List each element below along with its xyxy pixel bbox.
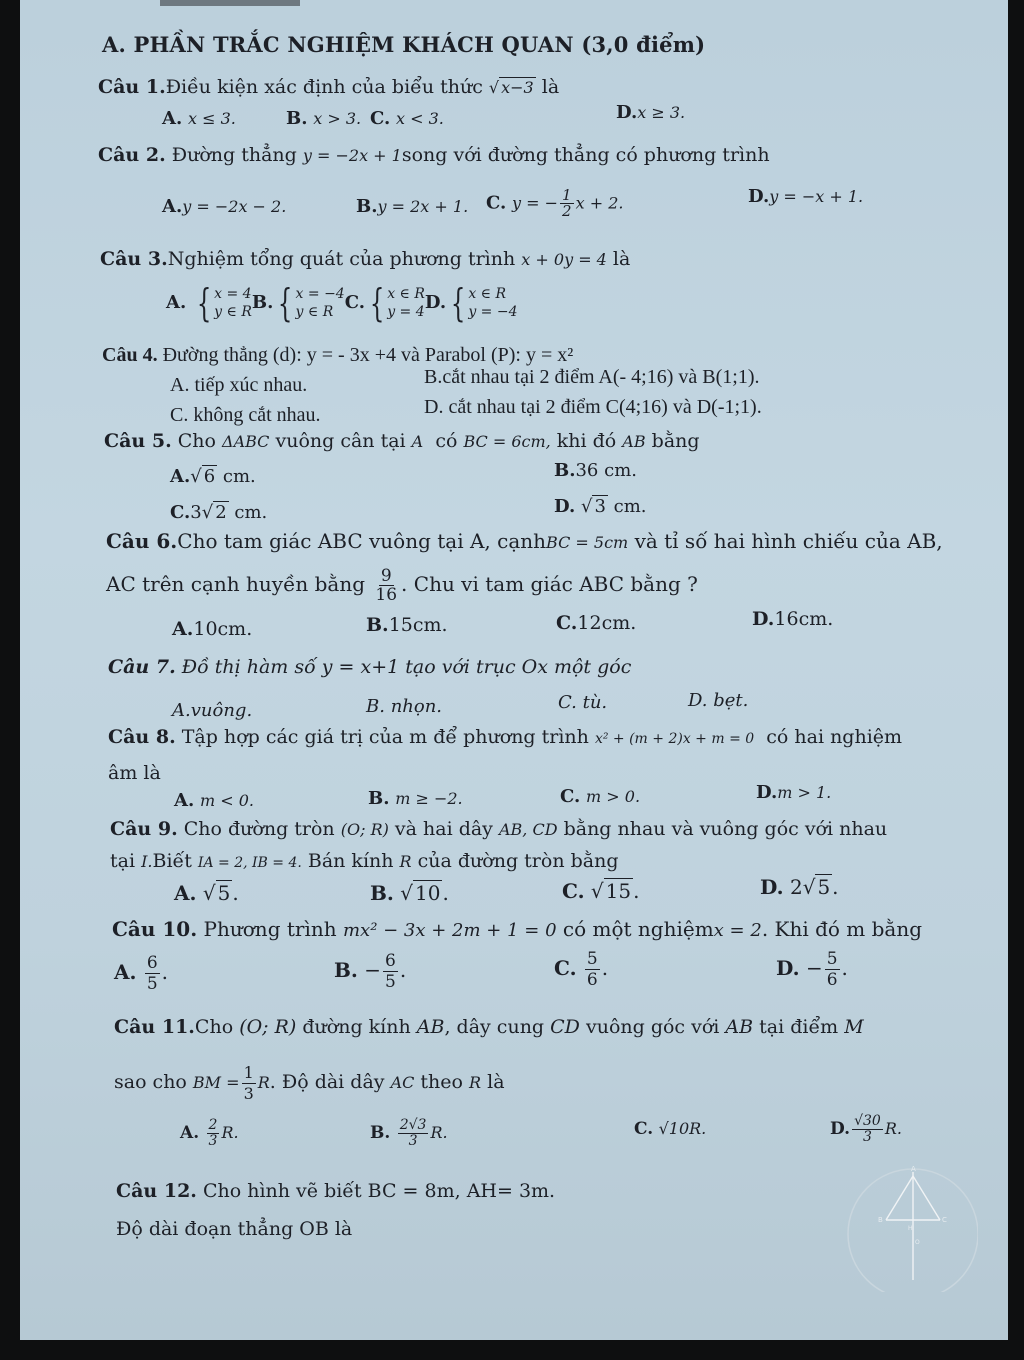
q11-option-a[interactable]: [180, 1110, 239, 1156]
question-8-text-c: âm là: [108, 762, 161, 784]
option-label: D.: [752, 608, 775, 630]
option-label: A.: [162, 196, 183, 217]
question-6-line-2: [106, 566, 698, 604]
option-label: B.: [554, 460, 576, 481]
system: { x ∈ R y = 4: [369, 281, 425, 325]
q2-option-d[interactable]: [748, 186, 863, 208]
option-value: tù.: [582, 692, 608, 713]
row-1: x = −4: [295, 286, 345, 302]
radicand: 5: [217, 881, 231, 905]
numerator: 6: [385, 951, 396, 971]
option-value: cắt nhau tại 2 điểm A(- 4;16) và B(1;1).: [442, 366, 760, 388]
q1-option-d[interactable]: [616, 102, 685, 124]
question-3-text: Nghiệm tổng quát của phương trình: [167, 248, 516, 270]
option-value: không cắt nhau.: [193, 404, 321, 426]
option-tail: .: [232, 881, 239, 905]
option-value: x ≤ 3.: [187, 109, 236, 128]
question-2-text: Đường thẳng: [171, 144, 297, 166]
triangle-expr: ΔABC: [222, 432, 270, 451]
option-label: D.: [760, 875, 784, 899]
point-i: I.: [141, 852, 153, 871]
radicand: 15: [605, 879, 632, 903]
option-sign: −: [805, 956, 823, 980]
denominator: 5: [146, 974, 158, 994]
sqrt: √ 2: [201, 502, 227, 523]
option-value: bẹt.: [713, 690, 749, 711]
option-value: nhọn.: [390, 696, 443, 717]
fraction: [560, 188, 574, 219]
radicand: 3: [594, 496, 606, 517]
question-5-text-b: vuông cân tại: [275, 430, 406, 452]
question-9-line-2: [110, 850, 619, 874]
question-10-text-b: có một nghiệm: [562, 917, 714, 941]
option-label: A.: [172, 618, 194, 640]
q10-option-d[interactable]: D. − $\frac{5}{6}$ .: [776, 949, 848, 990]
figure-side-ab: [886, 1176, 913, 1220]
fraction: [145, 953, 160, 994]
segment-ab: AB: [622, 432, 646, 451]
q3-options: [166, 281, 518, 325]
question-10-text-c: . Khi đó m bằng: [761, 917, 923, 941]
question-3: [100, 248, 630, 271]
system: { x ∈ R y = −4: [450, 281, 518, 325]
question-12-text: Cho hình vẽ biết BC = 8m, AH= 3m.: [202, 1180, 556, 1202]
q6-option-a[interactable]: [172, 618, 252, 640]
question-10-expr: mx² − 3x + 2m + 1 = 0: [342, 920, 557, 941]
option-label: D.: [830, 1119, 851, 1139]
option-value: y = 2x + 1.: [377, 197, 469, 216]
question-9-text-b: và hai dây: [394, 818, 493, 840]
row-2: y = −4: [468, 304, 518, 320]
q8-option-c[interactable]: [560, 786, 640, 808]
fraction: [585, 949, 600, 990]
option-label: A.: [166, 292, 187, 313]
q5-option-b[interactable]: [554, 460, 637, 482]
option-label: C.: [554, 956, 577, 980]
question-3-expr: x + 0y = 4: [521, 250, 607, 269]
option-value: y = −: [512, 193, 559, 213]
question-5-text-c: có: [435, 430, 458, 452]
sqrt: √ 3: [580, 496, 606, 517]
q4-option-d[interactable]: [424, 396, 762, 418]
q9-option-d[interactable]: [760, 876, 839, 898]
question-1: [98, 76, 559, 99]
fraction: [825, 949, 840, 990]
q10-option-b[interactable]: B. − $\frac{6}{5}$ .: [334, 951, 407, 992]
point-m: M: [844, 1016, 864, 1038]
system: { x = −4 y ∈ R: [278, 281, 345, 325]
vertex-a: A: [411, 432, 424, 451]
denominator: 16: [375, 585, 398, 605]
sqrt: √ 15: [590, 879, 632, 903]
question-3-tail: là: [612, 248, 631, 270]
option-label: B.: [334, 958, 358, 982]
option-coef: 2: [789, 875, 803, 899]
denominator: 3: [243, 1083, 254, 1103]
radius-r: R: [399, 852, 412, 871]
option-value: m < 0.: [199, 791, 254, 810]
option-tail: R.: [221, 1123, 239, 1142]
option-label: C.: [170, 502, 191, 523]
option-label: B.: [366, 614, 389, 636]
question-1-tail: là: [541, 76, 560, 98]
option-label: A.: [180, 1123, 200, 1143]
denominator: 5: [385, 972, 396, 992]
question-9-text-g: của đường tròn bằng: [417, 850, 619, 872]
option-label: C.: [556, 612, 578, 634]
denominator: 6: [586, 970, 598, 990]
question-10: [112, 918, 922, 942]
option-unit: cm.: [217, 466, 256, 487]
question-12-label: Câu 12.: [116, 1180, 197, 1202]
option-value: x ≥ 3.: [637, 103, 686, 122]
question-11-text-e: tại điểm: [759, 1016, 839, 1038]
radicand: 6: [203, 466, 216, 487]
option-label: D.: [424, 292, 447, 313]
figure-label-h: H: [908, 1225, 913, 1232]
question-2: [98, 144, 770, 167]
option-value: vuông.: [190, 700, 253, 721]
q3-option-d[interactable]: [424, 281, 518, 325]
question-11-label: Câu 11.: [114, 1016, 195, 1038]
question-11-text-d: vuông góc với: [585, 1016, 720, 1038]
chords-expr: AB, CD: [498, 820, 558, 839]
numerator: 6: [146, 953, 158, 973]
question-8-line-2: [108, 762, 161, 784]
question-9-text-e: Biết: [152, 850, 192, 872]
question-3-label: Câu 3.: [100, 248, 168, 270]
q5-option-d[interactable]: [554, 496, 647, 518]
q9-option-b[interactable]: [370, 882, 449, 904]
question-6-cond: BC = 5cm: [546, 533, 629, 552]
q11-option-b[interactable]: [370, 1110, 448, 1156]
sqrt: √ 10: [400, 881, 441, 905]
q7-option-b[interactable]: [366, 696, 442, 718]
question-11-text-b: đường kính: [302, 1016, 411, 1038]
option-value: x > 3.: [313, 109, 362, 128]
q10-option-c[interactable]: C. $\frac{5}{6}$ .: [554, 949, 609, 990]
option-label: A.: [174, 790, 195, 811]
chord-cd: CD: [550, 1016, 580, 1038]
denominator: 6: [826, 970, 838, 990]
question-12: [116, 1180, 555, 1202]
q3-option-b[interactable]: [251, 281, 345, 325]
denominator: 2: [562, 202, 572, 220]
q6-option-d[interactable]: [752, 608, 833, 630]
question-8-expr: x² + (m + 2)x + m = 0: [594, 731, 755, 747]
system: { x = 4 y ∈ R: [196, 281, 252, 325]
question-11: [114, 1016, 864, 1038]
q4-option-a[interactable]: [170, 374, 307, 396]
row-2: y ∈ R: [214, 304, 252, 320]
question-9-cond: IA = 2, IB = 4.: [197, 855, 302, 871]
q8-option-b[interactable]: [368, 788, 463, 810]
option-value: x < 3.: [396, 109, 444, 128]
question-10-text: Phương trình: [203, 917, 337, 941]
option-label: B.: [356, 196, 378, 217]
row-1: x = 4: [214, 286, 252, 302]
question-7-label: Câu 7.: [108, 656, 176, 678]
diameter-ab: AB: [416, 1016, 445, 1038]
option-value: 15cm.: [388, 614, 448, 636]
q7-option-a[interactable]: [172, 700, 252, 722]
q2-option-b[interactable]: [356, 196, 468, 218]
q5-option-c[interactable]: [170, 502, 267, 524]
question-6-text: Cho tam giác ABC vuông tại A, cạnh: [177, 529, 547, 553]
option-label: B.: [370, 1123, 391, 1143]
option-label: D.: [424, 396, 444, 418]
numerator: 5: [826, 949, 838, 969]
row-2: y = 4: [387, 304, 425, 320]
option-label: D.: [748, 186, 770, 207]
question-6-text-d: . Chu vi tam giác ABC bằng ?: [401, 572, 698, 596]
q11-option-d[interactable]: [830, 1106, 902, 1152]
question-6: [106, 530, 943, 554]
option-label: B.: [286, 108, 308, 129]
question-11-text-i: là: [487, 1071, 505, 1093]
radius-r: R: [257, 1073, 270, 1092]
sqrt: √ 6: [190, 466, 216, 487]
option-label: C.: [170, 404, 189, 426]
option-label: A.: [174, 881, 197, 905]
question-5: [104, 430, 700, 453]
question-9-text-f: Bán kính: [307, 850, 394, 872]
radicand: 10: [414, 881, 441, 905]
radicand: 5: [817, 875, 831, 899]
question-8-label: Câu 8.: [108, 726, 176, 748]
option-unit: cm.: [228, 502, 268, 523]
q4-option-c[interactable]: [170, 404, 321, 426]
segment-ac: AC: [390, 1073, 415, 1092]
option-value-b: x + 2.: [575, 193, 624, 213]
question-12-text-2: Độ dài đoạn thẳng OB là: [116, 1218, 353, 1240]
question-11-text: Cho: [194, 1016, 234, 1038]
question-1-sqrt: √ x−3: [488, 78, 534, 97]
q3-option-c[interactable]: [344, 281, 425, 325]
question-12-line-2: [116, 1218, 352, 1240]
option-value: m ≥ −2.: [395, 789, 463, 808]
q9-option-c[interactable]: [562, 880, 639, 902]
option-label: C.: [562, 879, 585, 903]
question-6-text-c: AC trên cạnh huyền bằng: [106, 572, 366, 596]
option-label: D.: [776, 956, 800, 980]
cropped-header-strip: [160, 0, 300, 6]
question-9-text: Cho đường tròn: [183, 818, 335, 840]
option-label: A.: [172, 700, 191, 721]
option-tail: R.: [430, 1123, 448, 1142]
q6-option-c[interactable]: [556, 612, 636, 634]
circle-triangle-figure: [828, 1162, 978, 1292]
option-value: cắt nhau tại 2 điểm C(4;16) và D(-1;1).: [448, 396, 762, 418]
section-title: A. PHẦN TRẮC NGHIỆM KHÁCH QUAN (3,0 điểm): [102, 32, 706, 57]
question-11-text-f: sao cho: [114, 1071, 187, 1093]
fraction: [373, 567, 399, 604]
option-label: B.: [368, 788, 390, 809]
question-9-label: Câu 9.: [110, 818, 178, 840]
option-label: C.: [560, 786, 581, 807]
question-4-text: Đường thẳng (d): y = - 3x +4 và Parabol (P): y = x²: [162, 344, 574, 366]
option-label: A.: [170, 466, 191, 487]
option-label: D.: [756, 782, 778, 803]
q3-option-a[interactable]: [166, 281, 252, 325]
option-tail: R.: [884, 1119, 902, 1138]
numerator: 1: [243, 1062, 254, 1082]
option-coef: 3: [190, 502, 202, 523]
option-value: √10R.: [658, 1119, 707, 1138]
fraction: [852, 1114, 883, 1145]
question-6-text-b: và tỉ số hai hình chiếu của AB,: [634, 529, 943, 553]
q11-option-c[interactable]: [634, 1106, 706, 1152]
denominator: 3: [408, 1133, 418, 1149]
option-label: B.: [366, 696, 385, 717]
question-8-text-b: có hai nghiệm: [766, 726, 903, 748]
circle-expr: (O; R): [340, 820, 389, 839]
fraction: [242, 1063, 256, 1104]
question-4-label: Câu 4.: [102, 344, 158, 366]
option-label: C.: [634, 1119, 654, 1139]
option-tail: .: [832, 875, 839, 899]
question-11-text-c: , dây cung: [444, 1016, 545, 1038]
question-5-label: Câu 5.: [104, 430, 172, 452]
question-5-cond: BC = 6cm,: [463, 432, 551, 451]
q8-option-a[interactable]: [174, 790, 254, 812]
q4-option-b[interactable]: [424, 366, 759, 388]
question-1-label: Câu 1.: [98, 76, 166, 98]
q6-option-b[interactable]: [366, 614, 448, 636]
q2-option-a[interactable]: [162, 196, 286, 218]
question-9: [110, 818, 887, 841]
segment-ab: AB: [725, 1016, 754, 1038]
q7-option-c[interactable]: [558, 692, 607, 714]
option-value: 16cm.: [774, 608, 834, 630]
question-8-text: Tập hợp các giá trị của m để phương trình: [181, 726, 589, 748]
figure-side-ac: [913, 1176, 940, 1220]
question-7-text: Đồ thị hàm số y = x+1 tạo với trục Ox một góc: [181, 656, 632, 678]
figure-label-o: O: [915, 1239, 920, 1246]
row-1: x ∈ R: [387, 286, 425, 302]
q1-option-c[interactable]: [370, 108, 444, 130]
option-value: 12cm.: [577, 612, 637, 634]
numerator: 1: [562, 186, 572, 204]
question-7: [108, 656, 631, 678]
option-label: B.: [251, 292, 274, 313]
option-tail: .: [442, 881, 449, 905]
figure-label-c: C: [942, 1216, 947, 1224]
q8-option-d[interactable]: [756, 782, 831, 804]
option-label: C.: [558, 692, 577, 713]
option-value: y = −x + 1.: [769, 187, 864, 206]
option-label: A.: [162, 108, 183, 129]
question-4: [102, 344, 573, 366]
sqrt: √ 5: [202, 881, 231, 905]
numerator: 2: [208, 1117, 218, 1133]
circle-expr: (O; R): [239, 1016, 297, 1038]
radicand: 2: [215, 502, 227, 523]
option-value: m > 0.: [586, 787, 641, 806]
question-9-text-d: tại: [110, 850, 136, 872]
question-5-text-d: khi đó: [556, 430, 617, 452]
numerator: 9: [380, 566, 392, 586]
question-10-label: Câu 10.: [112, 917, 198, 941]
question-11-text-h: theo: [420, 1071, 463, 1093]
radius-r-2: R: [469, 1073, 482, 1092]
figure-label-b: B: [878, 1216, 883, 1224]
q1-option-a[interactable]: [162, 108, 236, 130]
option-label: C.: [486, 192, 507, 214]
question-10-root: x = 2: [713, 920, 762, 941]
question-5-text-e: bằng: [651, 430, 700, 452]
sqrt: √ 5: [802, 875, 831, 899]
option-tail: .: [633, 879, 640, 903]
option-label: D.: [688, 690, 708, 711]
question-11-line-2: [114, 1058, 505, 1107]
q5-option-a[interactable]: [170, 466, 256, 488]
question-2-text-b: song với đường thẳng có phương trình: [401, 144, 770, 166]
q2-option-c[interactable]: [486, 188, 623, 219]
question-11-text-g: . Độ dài dây: [269, 1071, 385, 1093]
option-label: B.: [370, 881, 394, 905]
option-label: C.: [344, 292, 365, 313]
question-2-label: Câu 2.: [98, 144, 166, 166]
option-label: A.: [170, 374, 190, 396]
option-value: 36 cm.: [575, 460, 637, 481]
option-label: C.: [370, 108, 391, 129]
option-label: A.: [114, 960, 137, 984]
exam-sheet: [20, 0, 1008, 1340]
numerator: √30: [854, 1113, 881, 1129]
question-9-text-c: bằng nhau và vuông góc với nhau: [563, 818, 888, 840]
option-value: y = −2x − 2.: [182, 197, 287, 216]
option-label: D.: [554, 496, 576, 517]
question-5-text: Cho: [177, 430, 216, 452]
question-2-expr: y = −2x + 1: [302, 146, 402, 165]
option-value: 10cm.: [193, 618, 253, 640]
q9-option-a[interactable]: [174, 882, 239, 904]
question-8: [108, 726, 902, 750]
denominator: 3: [208, 1133, 218, 1149]
option-unit: cm.: [607, 496, 647, 517]
option-value: m > 1.: [777, 783, 832, 802]
row-1: x ∈ R: [468, 286, 507, 302]
q1-option-b[interactable]: [286, 108, 361, 130]
q7-option-d[interactable]: [688, 690, 748, 712]
option-label: B.: [424, 366, 443, 388]
question-6-label: Câu 6.: [106, 529, 178, 553]
denominator: 3: [862, 1129, 872, 1145]
bm-expr: BM =: [192, 1073, 240, 1092]
q10-option-a[interactable]: A. $\frac{6}{5}$ .: [114, 953, 169, 994]
option-sign: −: [364, 958, 381, 982]
row-2: y ∈ R: [295, 304, 334, 320]
question-1-text: Điều kiện xác định của biểu thức: [165, 76, 483, 98]
figure-label-a: A: [911, 1165, 916, 1173]
fraction: [207, 1118, 220, 1149]
option-label: D.: [616, 102, 638, 123]
option-value: tiếp xúc nhau.: [194, 374, 308, 396]
fraction: [398, 1118, 429, 1149]
numerator: 2√3: [399, 1117, 427, 1133]
numerator: 5: [586, 949, 598, 969]
fraction: [383, 951, 398, 992]
